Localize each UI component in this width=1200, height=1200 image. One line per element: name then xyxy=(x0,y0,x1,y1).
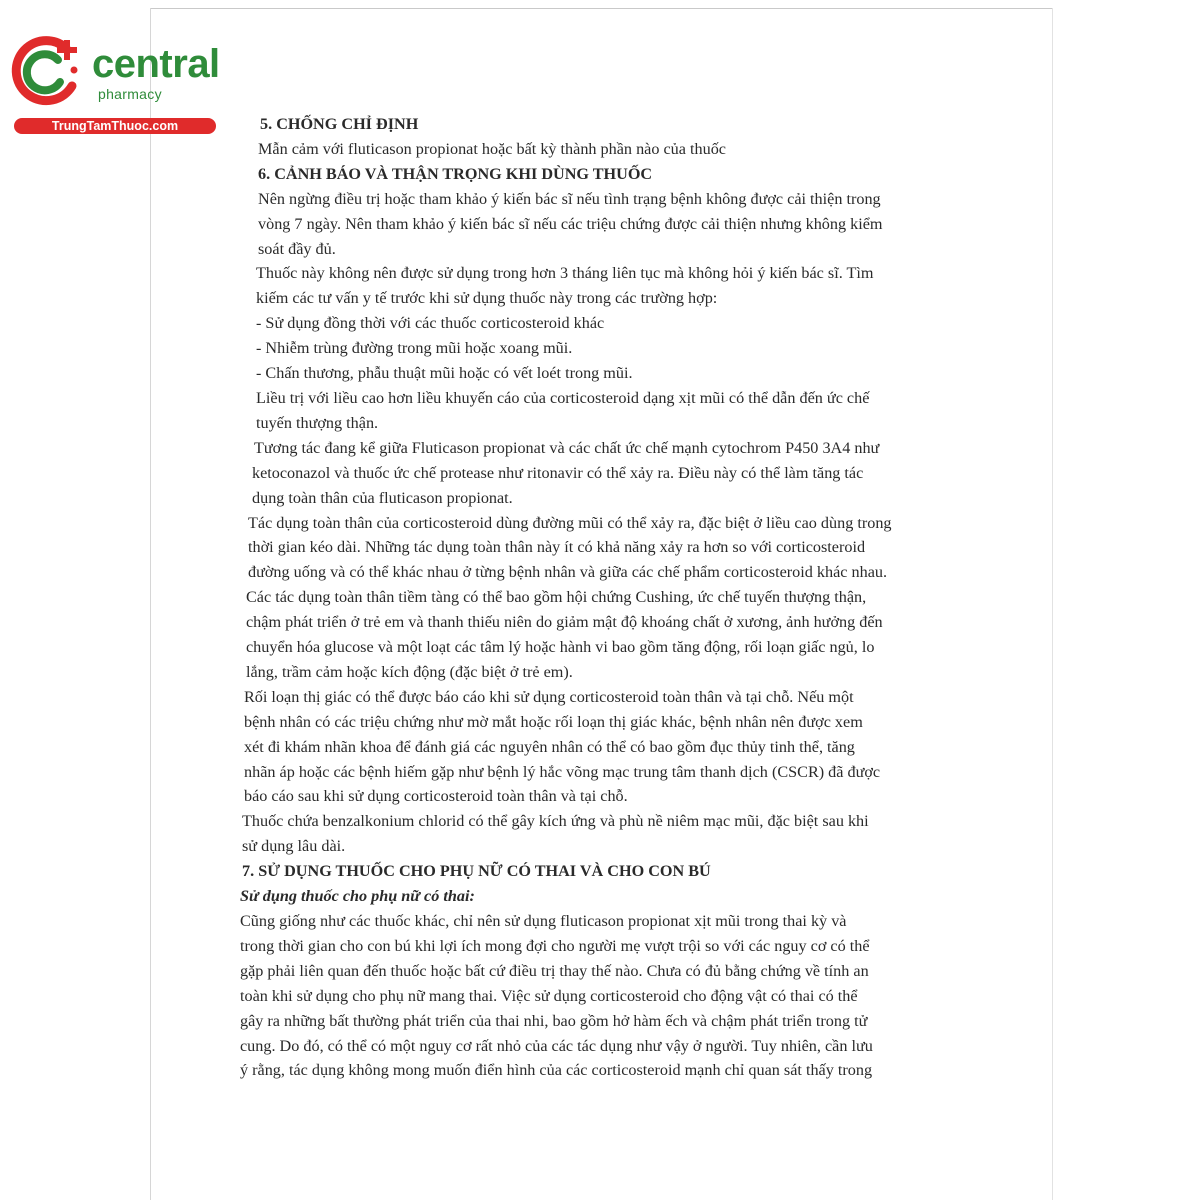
text-line: toàn khi sử dụng cho phụ nữ mang thai. Việc sử dụng corticosteroid cho động vật có thai có thể xyxy=(240,986,858,1005)
text-line: ketoconazol và thuốc ức chế protease như ritonavir có thể xảy ra. Điều này có thể làm tăng tác xyxy=(252,463,864,482)
text-line: Thuốc chứa benzalkonium chlorid có thể gây kích ứng và phù nề niêm mạc mũi, đặc biệt sau khi xyxy=(242,812,869,831)
text-line: Tác dụng toàn thân của corticosteroid dùng đường mũi có thể xảy ra, đặc biệt ở liều cao dùng trong xyxy=(248,513,892,532)
text-line: xét đi khám nhãn khoa để đánh giá các nguyên nhân có thể có bao gồm đục thủy tinh thể, tăng xyxy=(244,737,855,756)
text-line: Thuốc này không nên được sử dụng trong hơn 3 tháng liên tục mà không hỏi ý kiến bác sĩ. Tìm xyxy=(256,264,874,283)
text-line: kiếm các tư vấn y tế trước khi sử dụng thuốc này trong các trường hợp: xyxy=(256,289,718,308)
text-line: báo cáo sau khi sử dụng corticosteroid toàn thân và tại chỗ. xyxy=(244,787,628,806)
text-line: gây ra những bất thường phát triển của thai nhi, bao gồm hở hàm ếch và chậm phát triển trong tử xyxy=(240,1011,868,1030)
text-line: lắng, trầm cảm hoặc kích động (đặc biệt ở trẻ em). xyxy=(246,662,573,681)
text-line: - Chấn thương, phẫu thuật mũi hoặc có vết loét trong mũi. xyxy=(256,364,633,383)
central-pharmacy-logo xyxy=(8,34,220,136)
scan-edge-left xyxy=(150,8,151,1200)
text-line: thời gian kéo dài. Những tác dụng toàn thân này ít có khả năng xảy ra hơn so với corticosteroid xyxy=(248,538,866,557)
logo-sub-text: pharmacy xyxy=(98,86,162,102)
text-line: chậm phát triển ở trẻ em và thanh thiếu niên do giảm mật độ khoáng chất ở xương, ảnh hưởng đến xyxy=(246,613,883,632)
text-line: Liều trị với liều cao hơn liều khuyến cáo của corticosteroid dạng xịt mũi có thể dẫn đến ức chế xyxy=(256,388,870,407)
scan-edge-right xyxy=(1052,8,1053,1200)
text-line: sử dụng lâu dài. xyxy=(242,837,346,856)
text-line: đường uống và có thể khác nhau ở từng bệnh nhân và giữa các chế phẩm corticosteroid khác nhau. xyxy=(248,563,888,582)
text-line: ý rằng, tác dụng không mong muốn điển hình của các corticosteroid mạnh chỉ quan sát thấy trong xyxy=(240,1061,873,1080)
text-line: bệnh nhân có các triệu chứng như mờ mắt hoặc rối loạn thị giác khác, bệnh nhân nên được xem xyxy=(244,712,863,731)
text-line: Tương tác đang kể giữa Fluticason propionat và các chất ức chế mạnh cytochrom P450 3A4 như xyxy=(254,438,880,457)
text-line: - Sử dụng đồng thời với các thuốc corticosteroid khác xyxy=(256,314,605,333)
logo-brand-text: central xyxy=(92,42,220,86)
section-heading: 5. CHỐNG CHỈ ĐỊNH xyxy=(260,115,419,133)
subsection-heading: Sử dụng thuốc cho phụ nữ có thai: xyxy=(240,887,475,906)
text-line: Rối loạn thị giác có thể được báo cáo khi sử dụng corticosteroid toàn thân và tại chỗ. Nếu một xyxy=(244,687,854,706)
section-heading: 6. CẢNH BÁO VÀ THẬN TRỌNG KHI DÙNG THUỐC xyxy=(258,164,653,183)
logo-url-badge: TrungTamThuoc.com xyxy=(14,118,216,134)
document-body xyxy=(240,112,975,1083)
text-line: Mẫn cảm với fluticason propionat hoặc bất kỳ thành phần nào của thuốc xyxy=(258,139,726,158)
text-line: - Nhiễm trùng đường trong mũi hoặc xoang mũi. xyxy=(256,339,573,358)
text-line: tuyến thượng thận. xyxy=(256,413,379,432)
text-line: trong thời gian cho con bú khi lợi ích mong đợi cho người mẹ vượt trội so với các nguy cơ có thể xyxy=(240,936,870,955)
pharmacy-cross-icon xyxy=(8,34,92,114)
text-line: Các tác dụng toàn thân tiềm tàng có thể bao gồm hội chứng Cushing, ức chế tuyến thượng thận, xyxy=(246,588,867,607)
text-line: gặp phải liên quan đến thuốc hoặc bất cứ điều trị thay thế nào. Chưa có đủ bằng chứng về tính an xyxy=(240,961,869,980)
scan-edge-top xyxy=(150,8,1052,9)
text-line: Cũng giống như các thuốc khác, chỉ nên sử dụng fluticason propionat xịt mũi trong thai kỳ và xyxy=(240,912,847,930)
text-line: Nên ngừng điều trị hoặc tham khảo ý kiến bác sĩ nếu tình trạng bệnh không được cải thiện trong xyxy=(258,189,881,208)
text-line: chuyển hóa glucose và một loạt các tâm lý hoặc hành vi bao gồm tăng động, rối loạn giấc ngủ, lo xyxy=(246,638,875,657)
text-line: soát đầy đủ. xyxy=(258,239,336,258)
section-heading: 7. SỬ DỤNG THUỐC CHO PHỤ NỮ CÓ THAI VÀ CHO CON BÚ xyxy=(242,862,711,881)
text-line: cung. Do đó, có thể có một nguy cơ rất nhỏ của các tác dụng như vậy ở người. Tuy nhiên, cần lưu xyxy=(240,1036,873,1055)
text-line: dụng toàn thân của fluticason propionat. xyxy=(252,488,513,507)
text-line: vòng 7 ngày. Nên tham khảo ý kiến bác sĩ nếu các triệu chứng được cải thiện nhưng không kiểm xyxy=(258,214,883,233)
text-line: nhãn áp hoặc các bệnh hiếm gặp như bệnh lý hắc võng mạc trung tâm thanh dịch (CSCR) đã được xyxy=(244,762,881,781)
